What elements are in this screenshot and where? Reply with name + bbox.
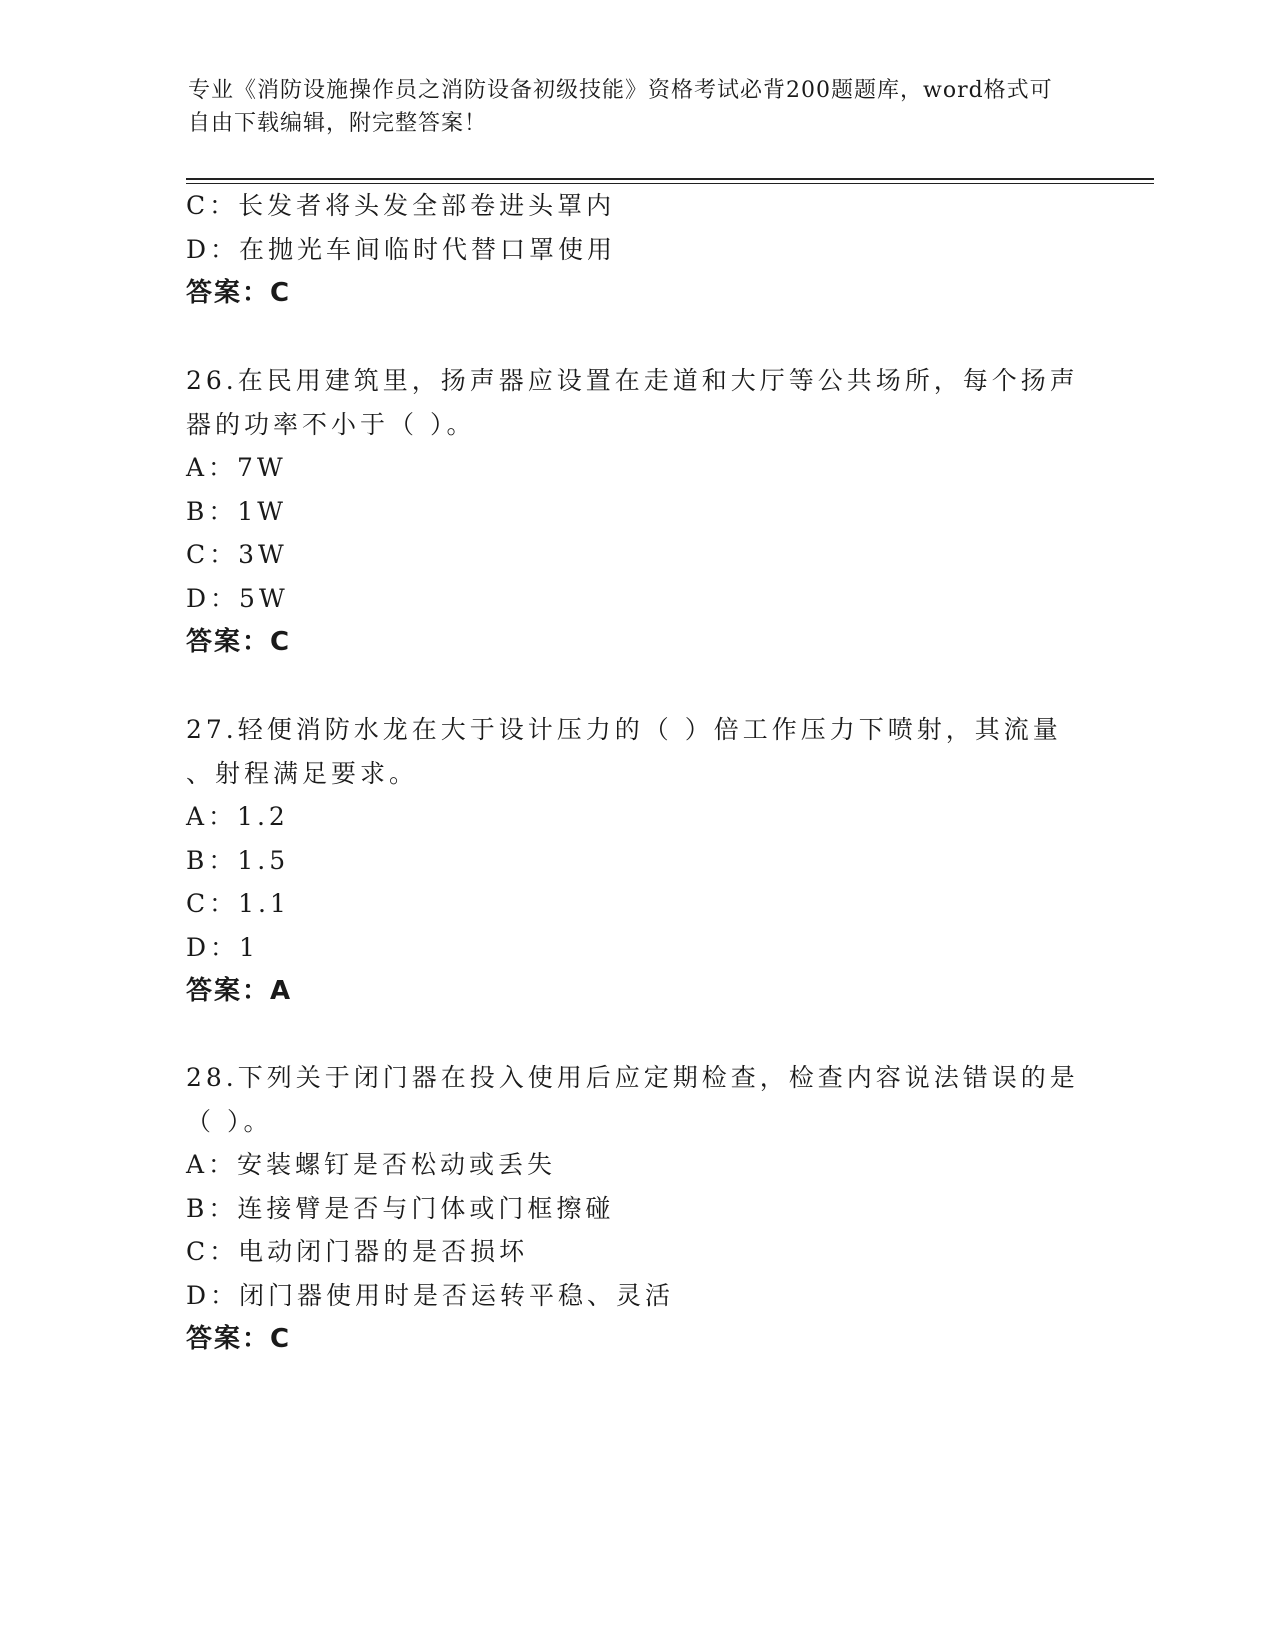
q26-option-b: B：1W: [186, 497, 287, 526]
q27-answer: 答案：A: [186, 976, 293, 1006]
q25-answer: 答案：C: [186, 278, 292, 308]
document-header: 专业《消防设施操作员之消防设备初级技能》资格考试必背200题题库，word格式可自由下载编辑，附完整答案！: [188, 78, 1053, 136]
q28-option-d: D：闭门器使用时是否运转平稳、灵活: [186, 1281, 675, 1310]
q26-stem-line2: 器的功率不小于（ ）。: [186, 410, 476, 439]
q26-stem-line1: 26.在民用建筑里，扬声器应设置在走道和大厅等公共场所，每个扬声: [186, 366, 1079, 395]
q26-option-a: A：7W: [186, 453, 287, 482]
header-divider-thick: [186, 178, 1154, 180]
q26-option-d: D：5W: [186, 584, 289, 613]
q28-stem-line1: 28.下列关于闭门器在投入使用后应定期检查，检查内容说法错误的是: [186, 1063, 1079, 1092]
q27-option-c: C：1.1: [186, 889, 290, 918]
q27-option-d: D：1: [186, 933, 259, 962]
q28-option-b: B：连接臂是否与门体或门框擦碰: [186, 1194, 615, 1223]
q28-stem-line2: （ ）。: [186, 1107, 273, 1136]
q28-option-c: C：电动闭门器的是否损坏: [186, 1237, 529, 1266]
q26-option-c: C：3W: [186, 540, 288, 569]
q28-answer: 答案：C: [186, 1324, 292, 1354]
q25-option-d: D：在抛光车间临时代替口罩使用: [186, 235, 617, 264]
q26-answer: 答案：C: [186, 627, 292, 657]
q27-stem-line2: 、射程满足要求。: [186, 759, 419, 788]
q27-option-b: B：1.5: [186, 846, 290, 875]
header-divider-thin: [186, 183, 1154, 184]
q28-option-a: A：安装螺钉是否松动或丢失: [186, 1150, 557, 1179]
q27-stem-line1: 27.轻便消防水龙在大于设计压力的（ ）倍工作压力下喷射，其流量: [186, 715, 1062, 744]
q25-option-c: C：长发者将头发全部卷进头罩内: [186, 191, 616, 220]
q27-option-a: A：1.2: [186, 802, 289, 831]
